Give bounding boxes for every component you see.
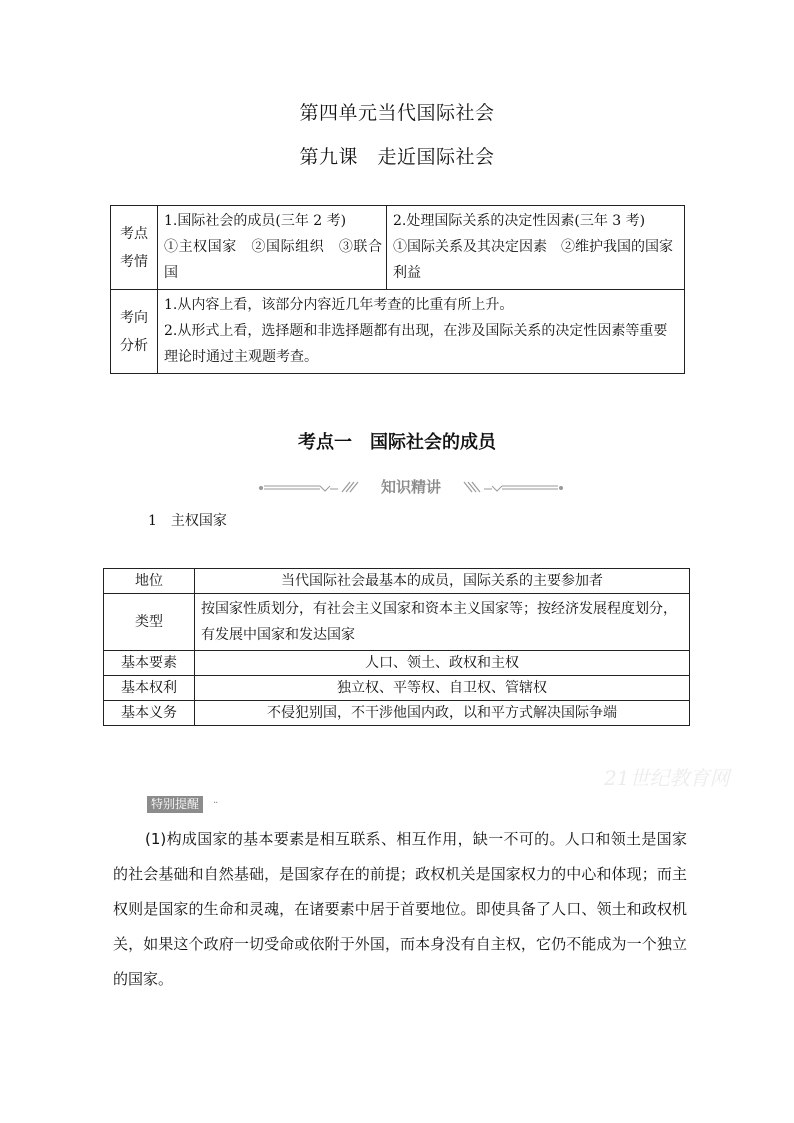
topic-title: 2.处理国际关系的决定性因素(三年 3 考) <box>393 213 646 229</box>
reminder-dots: ·· <box>213 798 218 809</box>
topic-title: 1.国际社会的成员(三年 2 考) <box>164 213 347 229</box>
topic-cell-factors <box>387 206 685 290</box>
table-row <box>111 290 685 374</box>
row-content: 人口、领土、政权和主权 <box>195 651 690 676</box>
table-row <box>104 701 690 726</box>
row-label: 基本权利 <box>104 676 195 701</box>
row-label-text: 考点 考情 <box>120 225 148 270</box>
row-label-text: 考向 分析 <box>120 309 148 354</box>
table-row <box>104 676 690 701</box>
table-row <box>111 206 685 290</box>
row-label-exam-direction <box>111 290 158 374</box>
row-label: 地位 <box>104 569 195 594</box>
sovereign-state-table <box>103 568 690 726</box>
special-reminder-badge: 特别提醒 <box>147 796 203 813</box>
table-row <box>104 651 690 676</box>
row-label: 类型 <box>104 594 195 651</box>
row-content: 按国家性质划分，有社会主义国家和资本主义国家等；按经济发展程度划分，有发展中国家和发达国家 <box>195 594 690 651</box>
table-row <box>104 569 690 594</box>
exam-overview-table <box>110 205 685 374</box>
point-title: 考点一 国际社会的成员 <box>298 432 496 453</box>
section-banner <box>258 474 564 500</box>
section-heading: 1 主权国家 <box>148 513 227 529</box>
analysis-line: 2.从形式上看，选择题和非选择题都有出现，在涉及国际关系的决定性因素等重要理论时通过主观题考查。 <box>164 323 668 365</box>
row-label-exam-points <box>111 206 158 290</box>
row-label: 基本义务 <box>104 701 195 726</box>
topic-body: ①主权国家 ②国际组织 ③联合国 <box>164 239 382 281</box>
watermark: 21世纪教育网 <box>604 766 730 790</box>
topic-body: ①国际关系及其决定因素 ②维护我国的国家利益 <box>393 239 673 281</box>
analysis-line: 1.从内容上看，该部分内容近几年考查的比重有所上升。 <box>164 297 514 313</box>
banner-title: 知识精讲 <box>380 478 441 496</box>
lesson-title: 第九课 走近国际社会 <box>299 146 495 168</box>
table-row <box>104 594 690 651</box>
row-content: 当代国际社会最基本的成员，国际关系的主要参加者 <box>195 569 690 594</box>
unit-title: 第四单元当代国际社会 <box>299 102 495 124</box>
reminder-paragraph: (1)构成国家的基本要素是相互联系、相互作用，缺一不可的。人口和领土是国家的社会基础和自然基础，是国家存在的前提；政权机关是国家权力的中心和体现；而主权则是国家的生命和灵魂，在诸要素中居于首要地位。即使具备了人口、领土和政权机关，如果这个政府一切受命或依附于外国，而本身没有自主权，它仍不能成为一个独立的国家。 <box>113 830 687 988</box>
row-content: 不侵犯别国，不干涉他国内政，以和平方式解决国际争端 <box>195 701 690 726</box>
topic-cell-members <box>158 206 387 290</box>
row-label: 基本要素 <box>104 651 195 676</box>
analysis-cell <box>158 290 685 374</box>
row-content: 独立权、平等权、自卫权、管辖权 <box>195 676 690 701</box>
